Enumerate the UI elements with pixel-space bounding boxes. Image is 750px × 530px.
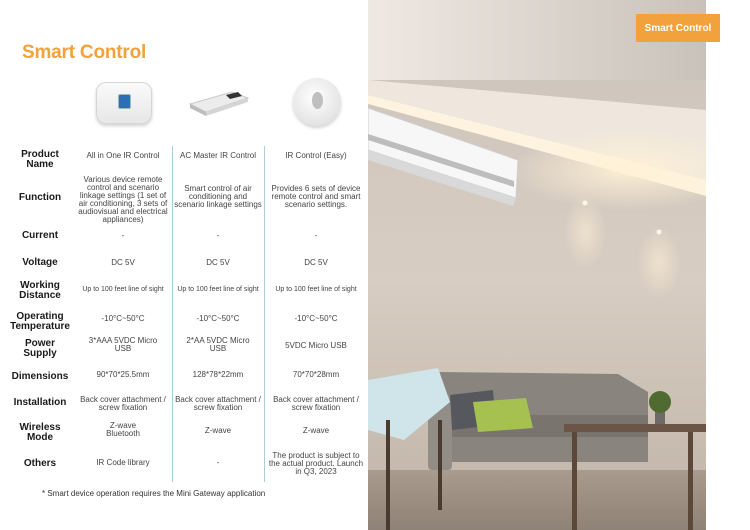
row-label-power-supply: Power Supply [23,338,57,359]
cell-wireless-mode-1: Z-wave Bluetooth [106,421,140,438]
cell-working-distance-2: Up to 100 feet line of sight [177,286,259,293]
cell-installation-3: Back cover attachment / screw fixation [273,395,359,412]
cell-dimensions-2: 128*78*22mm [192,370,244,379]
row-label-function: Function [18,192,62,203]
cell-operating-temperature-3: -10°C~50°C [294,314,338,323]
cell-power-supply-3: 5VDC Micro USB [285,341,347,350]
row-label-voltage: Voltage [22,257,58,268]
row-label-product-name: Product Name [21,149,59,170]
row-label-operating-temperature: Operating Temperature [10,311,70,332]
section-badge: Smart Control [636,14,720,42]
ac-master-ir-control-image [186,88,252,118]
cell-function-2: Smart control of air conditioning and scenario linkage settings [174,184,262,209]
row-label-dimensions: Dimensions [11,371,69,382]
cell-operating-temperature-1: -10°C~50°C [101,314,145,323]
row-label-others: Others [23,458,57,469]
cell-current-1: - [121,231,125,240]
cell-product-name-3: IR Control (Easy) [285,151,347,160]
cell-power-supply-2: 2*AA 5VDC Micro USB [186,336,250,353]
cell-function-3: Provides 6 sets of device remote control and smart scenario settings. [271,184,361,209]
all-in-one-ir-control-image [96,82,152,124]
living-room-photo [368,0,706,530]
column-divider [264,146,265,482]
cell-voltage-2: DC 5V [206,258,230,267]
cell-wireless-mode-2: Z-wave [204,426,232,435]
cell-current-3: - [314,231,318,240]
cell-installation-1: Back cover attachment / screw fixation [80,395,166,412]
cell-dimensions-1: 90*70*25.5mm [96,370,150,379]
cell-product-name-1: All in One IR Control [86,151,160,160]
cell-working-distance-3: Up to 100 feet line of sight [275,286,357,293]
ir-control-easy-image [293,78,341,126]
cell-current-2: - [216,231,220,240]
cell-function-1: Various device remote control and scenario linkage settings (1 set of air conditioning, 3 sets of audiovisual and electrical appliances) [78,175,168,224]
cell-working-distance-1: Up to 100 feet line of sight [82,286,164,293]
cell-installation-2: Back cover attachment / screw fixation [175,395,261,412]
cell-dimensions-3: 70*70*28mm [292,370,340,379]
row-label-current: Current [21,230,59,241]
cell-power-supply-1: 3*AAA 5VDC Micro USB [88,336,158,353]
cell-wireless-mode-3: Z-wave [302,426,330,435]
row-label-installation: Installation [13,397,67,408]
cell-others-3: The product is subject to the actual product. Launch in Q3, 2023 [268,451,364,476]
cell-operating-temperature-2: -10°C~50°C [196,314,240,323]
cell-voltage-3: DC 5V [304,258,328,267]
footnote: * Smart device operation requires the Mini Gateway application [42,489,266,498]
row-label-wireless-mode: Wireless Mode [19,422,61,443]
row-label-working-distance: Working Distance [19,280,61,301]
page-title: Smart Control [22,42,147,63]
cell-product-name-2: AC Master IR Control [179,151,257,160]
cell-voltage-1: DC 5V [111,258,135,267]
cell-others-1: IR Code library [96,458,150,467]
cell-others-2: - [216,458,220,467]
